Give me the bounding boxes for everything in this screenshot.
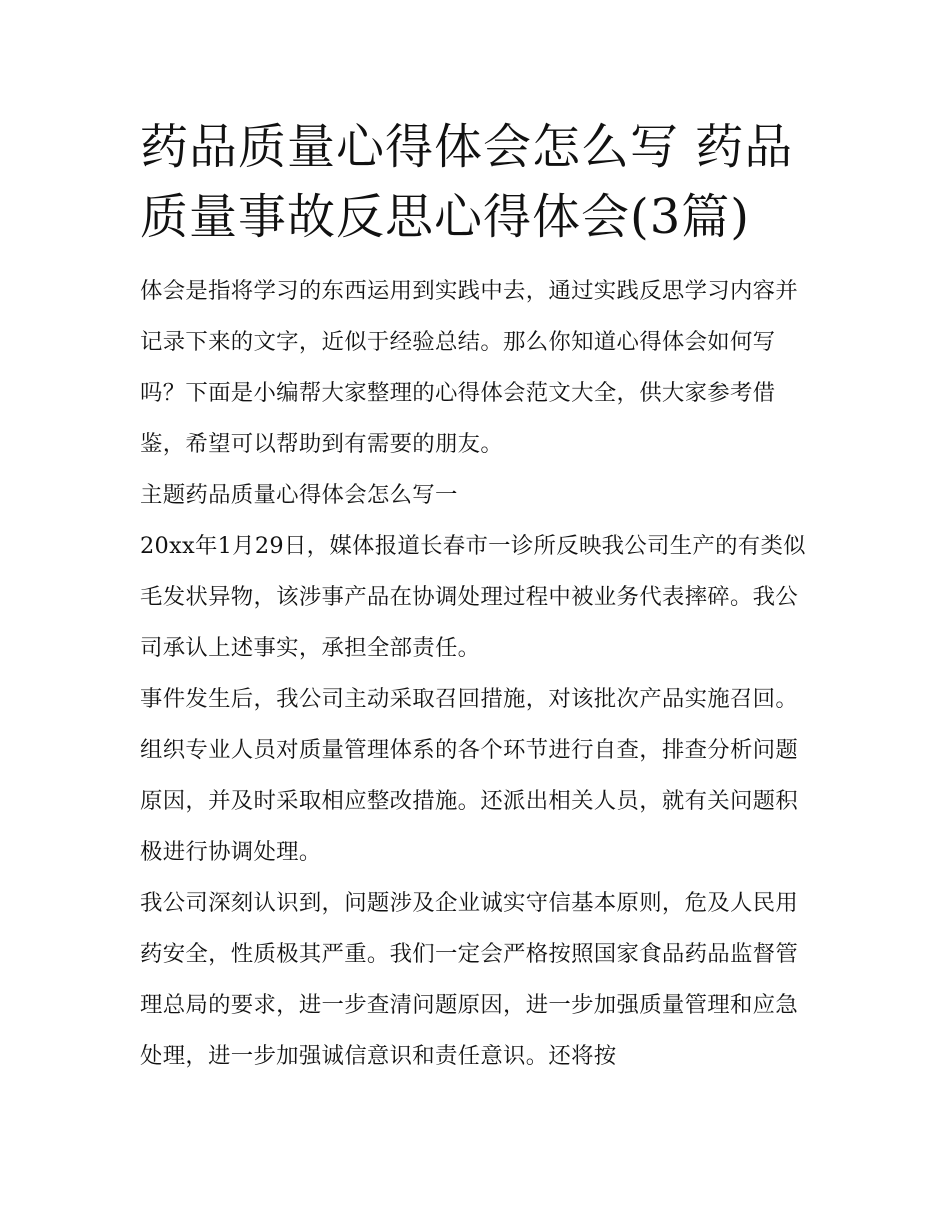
document-title: 药品质量心得体会怎么写 药品质量事故反思心得体会(3篇): [140, 119, 794, 245]
section-heading: 主题药品质量心得体会怎么写一: [140, 482, 458, 508]
document-page: [140, 112, 812, 1082]
body-paragraph: 我公司深刻认识到，问题涉及企业诚实守信基本原则，危及人民用药安全，性质极其严重。我们一定会严格按照国家食品药品监督管理总局的要求，进一步查清问题原因，进一步加强质量管理和应急处理，进一步加强诚信意识和责任意识。还将按: [140, 890, 799, 1069]
body-paragraph: 20xx年1月29日，媒体报道长春市一诊所反映我公司生产的有类似毛发状异物，该涉事产品在协调处理过程中被业务代表摔碎。我公司承认上述事实，承担全部责任。: [140, 533, 806, 661]
intro-paragraph: 体会是指将学习的东西运用到实践中去，通过实践反思学习内容并记录下来的文字，近似于经验总结。那么你知道心得体会如何写吗？下面是小编帮大家整理的心得体会范文大全，供大家参考借鉴，希望可以帮助到有需要的朋友。: [140, 278, 799, 457]
body-paragraph: 事件发生后，我公司主动采取召回措施，对该批次产品实施召回。组织专业人员对质量管理体系的各个环节进行自查，排查分析问题原因，并及时采取相应整改措施。还派出相关人员，就有关问题积极进行协调处理。: [140, 686, 799, 865]
